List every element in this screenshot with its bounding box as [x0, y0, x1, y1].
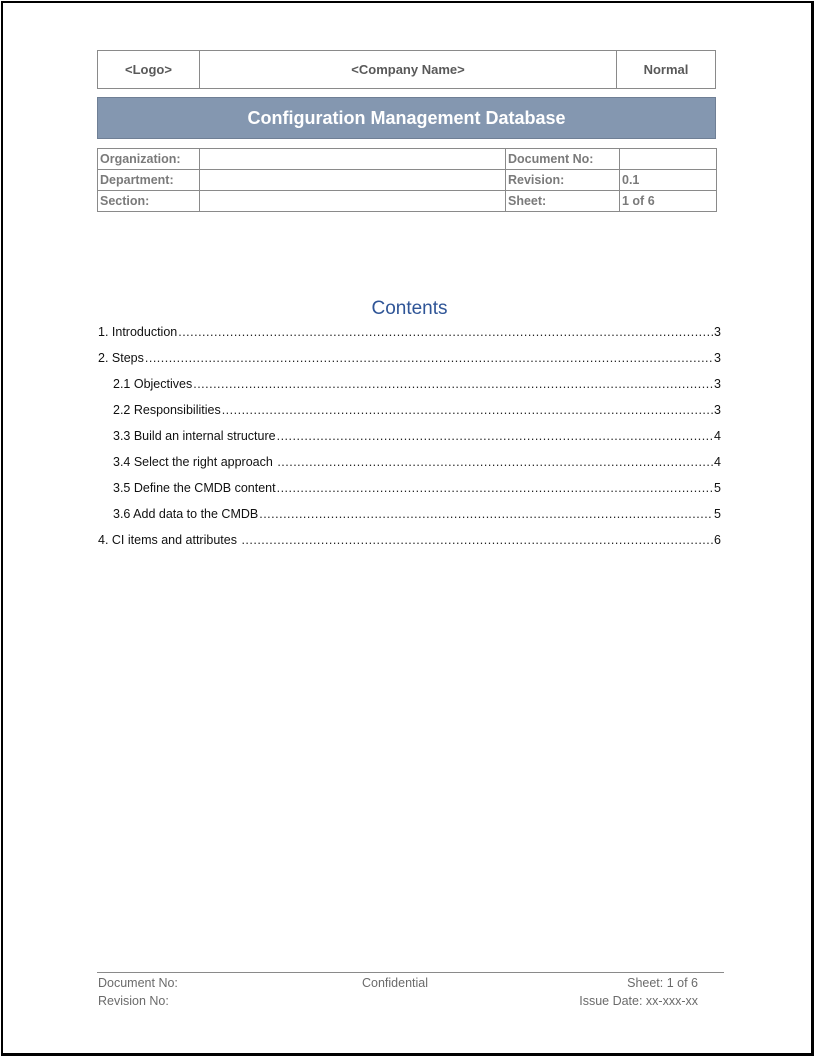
toc-leader — [241, 533, 713, 547]
toc-entry-label: 1. Introduction — [98, 325, 178, 339]
toc-entry-label: 2.1 Objectives — [113, 377, 193, 391]
toc-leader — [222, 403, 713, 417]
contents-heading: Contents — [371, 298, 448, 319]
toc-entry-page: 3 — [714, 351, 721, 365]
toc-entry-label: 3.3 Build an internal structure — [113, 429, 276, 443]
revision-value: 0.1 — [620, 170, 717, 191]
toc-entry-internal-structure[interactable] — [98, 429, 721, 455]
toc-entry-page: 4 — [714, 455, 721, 469]
footer-issue-date: Issue Date: xx-xxx-xx — [579, 994, 698, 1008]
section-value — [200, 191, 506, 212]
toc-entry-label: 3.6 Add data to the CMDB — [113, 507, 259, 521]
toc-entry-objectives[interactable] — [98, 377, 721, 403]
footer-row-1 — [98, 976, 698, 994]
classification-label: Normal — [643, 62, 689, 77]
toc-entry-label: 2. Steps — [98, 351, 144, 365]
toc-entry-add-data[interactable] — [98, 507, 721, 533]
toc-leader — [259, 507, 713, 521]
organization-value — [200, 149, 506, 170]
sheet-label: Sheet: — [506, 191, 620, 212]
toc-entry-label: 3.5 Define the CMDB content — [113, 481, 276, 495]
toc-leader — [277, 455, 713, 469]
toc-entry-page: 5 — [714, 507, 721, 521]
toc-leader — [145, 351, 713, 365]
footer-sheet: Sheet: 1 of 6 — [627, 976, 698, 990]
meta-row-organization — [98, 149, 717, 170]
sheet-value: 1 of 6 — [620, 191, 717, 212]
toc-entry-page: 5 — [714, 481, 721, 495]
footer-document-no: Document No: — [98, 976, 178, 990]
department-label: Department: — [98, 170, 200, 191]
company-name: <Company Name> — [200, 51, 617, 88]
table-of-contents — [98, 325, 721, 559]
toc-leader — [277, 429, 713, 443]
footer-confidential: Confidential — [362, 976, 429, 990]
toc-entry-page: 3 — [714, 377, 721, 391]
toc-entry-ci-items[interactable] — [98, 533, 721, 559]
meta-row-department — [98, 170, 717, 191]
footer-row-2 — [98, 994, 698, 1012]
toc-entry-steps[interactable] — [98, 351, 721, 377]
section-label: Section: — [98, 191, 200, 212]
toc-entry-page: 3 — [714, 403, 721, 417]
header-table — [97, 50, 716, 89]
revision-label: Revision: — [506, 170, 620, 191]
toc-leader — [178, 325, 713, 339]
document-no-label: Document No: — [506, 149, 620, 170]
toc-leader — [277, 481, 713, 495]
document-no-value — [620, 149, 717, 170]
logo-placeholder: <Logo> — [98, 51, 200, 88]
toc-entry-responsibilities[interactable] — [98, 403, 721, 429]
toc-entry-page: 4 — [714, 429, 721, 443]
meta-row-section — [98, 191, 717, 212]
department-value — [200, 170, 506, 191]
toc-entry-label: 4. CI items and attributes — [98, 533, 241, 547]
toc-entry-label: 2.2 Responsibilities — [113, 403, 221, 417]
document-meta-table — [97, 148, 717, 212]
toc-entry-introduction[interactable] — [98, 325, 721, 351]
document-title: Configuration Management Database — [97, 97, 716, 139]
footer-divider — [97, 972, 724, 973]
toc-entry-cmdb-content[interactable] — [98, 481, 721, 507]
toc-entry-page: 6 — [714, 533, 721, 547]
organization-label: Organization: — [98, 149, 200, 170]
footer-revision-no: Revision No: — [98, 994, 169, 1008]
toc-entry-right-approach[interactable] — [98, 455, 721, 481]
toc-entry-page: 3 — [714, 325, 721, 339]
toc-leader — [193, 377, 713, 391]
toc-entry-label: 3.4 Select the right approach — [113, 455, 277, 469]
